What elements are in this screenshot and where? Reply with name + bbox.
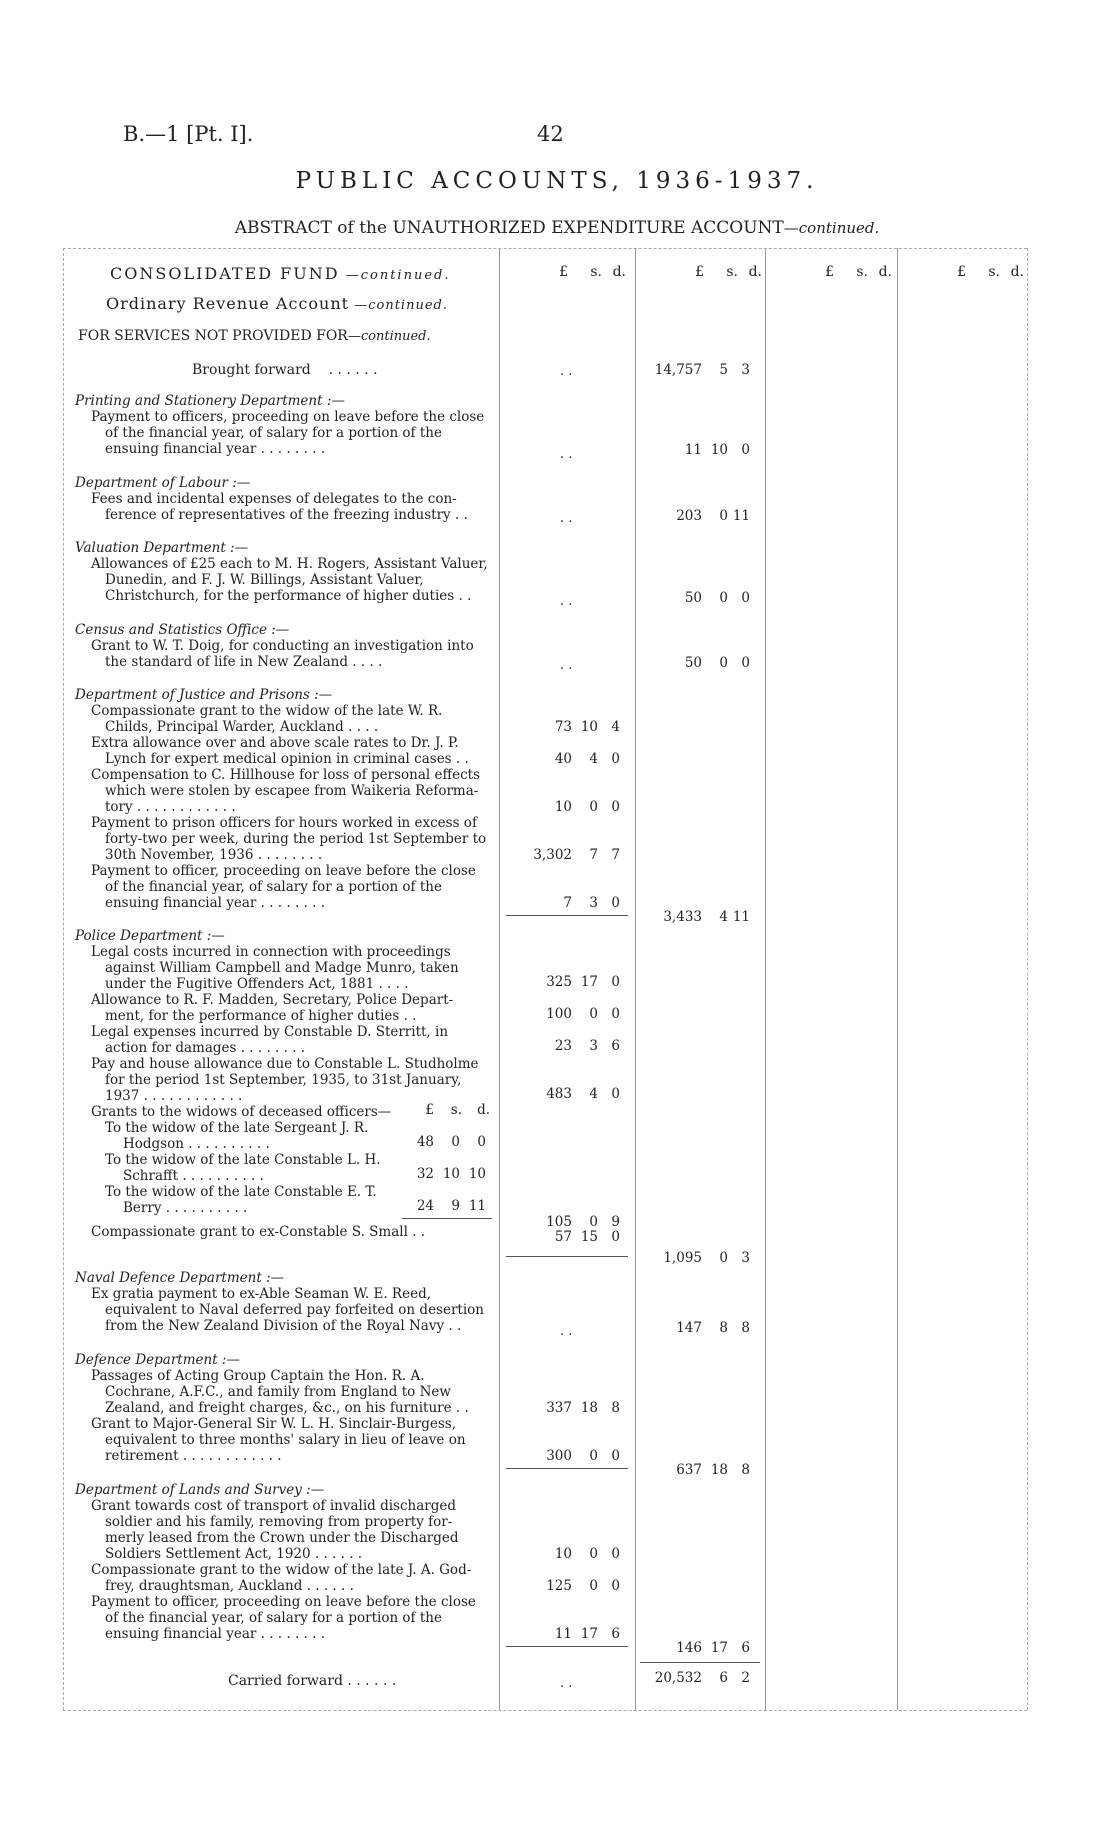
justice-item-3: 10 0 0: [554, 799, 620, 815]
widow-grant-hodgson: 48 0 0: [416, 1134, 486, 1150]
defence-total: 637 18 8: [676, 1462, 750, 1478]
lands-item-2: 125 0 0: [546, 1578, 620, 1594]
labour-col1: . .: [560, 511, 573, 526]
valuation-col1: . .: [560, 594, 573, 609]
brought-forward-col1: . .: [560, 364, 573, 379]
services-heading: FOR SERVICES NOT PROVIDED FOR—continued.: [78, 328, 431, 344]
lands-item-3: 11 17 6: [554, 1626, 620, 1642]
table-right-border: [1027, 248, 1028, 1710]
column-divider-2: [635, 248, 636, 1710]
col2-header: £ s. d.: [695, 264, 762, 280]
brought-forward-label: Brought forward . . . . . .: [192, 362, 378, 378]
col1-header: £ s. d.: [559, 264, 626, 280]
justice-item-5: 7 3 0: [563, 895, 620, 911]
column-divider-3: [765, 248, 766, 1710]
column-divider-1: [499, 248, 500, 1710]
naval-col1: . .: [560, 1324, 573, 1339]
page-subtitle: [0, 218, 1114, 238]
widow-grant-schrafft: 32 10 10: [416, 1166, 486, 1182]
page-number: 42: [537, 122, 564, 146]
document-reference: B.—1 [Pt. I].: [123, 122, 254, 146]
carried-forward-rule: [640, 1662, 760, 1663]
table-top-rule: [63, 248, 1027, 249]
lands-item-1: 10 0 0: [554, 1546, 620, 1562]
section-category: Printing and Stationery Department :—: [75, 393, 345, 409]
police-item-3: 23 3 6: [554, 1038, 620, 1054]
column-divider-4: [897, 248, 898, 1710]
justice-item-2: 40 4 0: [554, 751, 620, 767]
police-total: 1,095 0 3: [663, 1250, 750, 1266]
justice-item-1: 73 10 4: [554, 719, 620, 735]
police-item-5: 105 0 9: [546, 1214, 620, 1230]
defence-subtotal-rule: [506, 1468, 628, 1469]
police-item-2: 100 0 0: [546, 1006, 620, 1022]
table-bottom-rule: [63, 1710, 1027, 1711]
printing-col1: . .: [560, 447, 573, 462]
valuation-total: 50 0 0: [684, 590, 750, 606]
census-total: 50 0 0: [684, 655, 750, 671]
lands-subtotal-rule: [506, 1646, 628, 1647]
police-item-6: 57 15 0: [554, 1229, 620, 1245]
naval-section: Naval Defence Department :— Ex gratia payment to ex-Able Seaman W. E. Reed, equivalent to Naval deferred pay forfeited on desertion from the New Zealand Division of the Royal Navy . .: [75, 1270, 484, 1334]
col3-header: £ s. d.: [825, 264, 892, 280]
widow-grant-berry: 24 9 11: [416, 1198, 486, 1214]
col4-header: £ s. d.: [957, 264, 1024, 280]
defence-item-2: 300 0 0: [546, 1448, 620, 1464]
subtitle-main: ABSTRACT of the UNAUTHORIZED EXPENDITURE ACCOUNT: [234, 218, 784, 238]
printing-section: Printing and Stationery Department :— Payment to officers, proceeding on leave before the close of the financial year, of salary for a portion of the ensuing financial year . . . . . . . .: [75, 393, 495, 457]
justice-item-4: 3,302 7 7: [533, 847, 620, 863]
justice-total: 3,433 4 11: [663, 909, 750, 925]
brought-forward-total: 14,757 5 3: [654, 362, 750, 378]
table-left-border: [63, 248, 64, 1710]
justice-subtotal-rule: [506, 915, 628, 916]
fund-heading: CONSOLIDATED FUND —continued.: [110, 264, 451, 283]
census-section: Census and Statistics Office :— Grant to W. T. Doig, for conducting an investigation into the standard of life in New Zealand . . . .: [75, 622, 474, 670]
labour-total: 203 0 11: [676, 508, 750, 524]
printing-total: 11 10 0: [684, 442, 750, 458]
defence-item-1: 337 18 8: [546, 1400, 620, 1416]
carried-forward-total: 20,532 6 2: [654, 1670, 750, 1686]
police-item-4: 483 4 0: [546, 1086, 620, 1102]
carried-forward-col1: . .: [560, 1676, 573, 1691]
subtitle-continued: —continued.: [783, 219, 880, 237]
lands-section: Department of Lands and Survey :— Grant towards cost of transport of invalid discharged soldier and his family, removing from property for- merly leased from the Crown under the Discharged Soldiers Settlement Act, 1920 . . . . . . Compassionate grant to the widow of the late J. A. God- frey, draughtsman, Auckland . . . . . . Payment to officer, proceeding on leave before the close of the financial year, of salary for a portion of the ensuing financial year . . . . . . . .: [75, 1482, 476, 1642]
labour-section: Department of Labour :— Fees and incidental expenses of delegates to the con- ference of representatives of the freezing industry . .: [75, 475, 468, 523]
lands-total: 146 17 6: [676, 1640, 750, 1656]
account-heading: Ordinary Revenue Account —continued.: [106, 294, 448, 313]
police-section: Police Department :— Legal costs incurred in connection with proceedings against William Campbell and Madge Munro, taken under the Fugitive Offenders Act, 1881 . . . . Allowance to R. F. Madden, Secretary, Police Depart- ment, for the performance of higher duties . . Legal expenses incurred by Constable D. Sterritt, in action for damages . . . . . . . . Pay and house allowance due to Constable L. Studholme for the period 1st September, 1935, to 31st January, 1937 . . . . . . . . . . . . Grants to the widows of deceased officers— To the widow of the late Sergeant J. R. Hodgson . . . . . . . . . . To the widow of the late Constable L. H. Schrafft . . . . . . . . . . To the widow of the late Constable E. T. Berry . . . . . . . . . . Compassionate grant to ex-Constable S. Small . .: [75, 928, 479, 1240]
naval-total: 147 8 8: [676, 1320, 750, 1336]
widows-column-header: £ s. d.: [425, 1102, 490, 1118]
police-subtotal-rule: [506, 1256, 628, 1257]
census-col1: . .: [560, 658, 573, 673]
justice-section: Department of Justice and Prisons :— Compassionate grant to the widow of the late W. R. Childs, Principal Warder, Auckland . . . . Extra allowance over and above scale rates to Dr. J. P. Lynch for expert medical opinion in criminal cases . . Compensation to C. Hillhouse for loss of personal effects which were stolen by escapee from Waikeria Reforma- tory . . . . . . . . . . . . Payment to prison officers for hours worked in excess of forty-two per week, during the period 1st September to 30th November, 1936 . . . . . . . . Payment to officer, proceeding on leave before the close of the financial year, of salary for a portion of the ensuing financial year . . . . . . . .: [75, 687, 487, 911]
police-item-1: 325 17 0: [546, 974, 620, 990]
widows-subtotal-rule: [402, 1218, 492, 1219]
defence-section: Defence Department :— Passages of Acting Group Captain the Hon. R. A. Cochrane, A.F.C., and family from England to New Zealand, and freight charges, &c., on his furniture . . Grant to Major-General Sir W. L. H. Sinclair-Burgess, equivalent to three months' salary in lieu of leave on retirement . . . . . . . . . . . .: [75, 1352, 469, 1464]
page-title: PUBLIC ACCOUNTS, 1936-1937.: [295, 168, 819, 194]
valuation-section: Valuation Department :— Allowances of £25 each to M. H. Rogers, Assistant Valuer, Dunedin, and F. J. W. Billings, Assistant Valuer, Christchurch, for the performance of higher duties . .: [75, 540, 488, 604]
carried-forward-label: Carried forward . . . . . .: [228, 1673, 397, 1689]
